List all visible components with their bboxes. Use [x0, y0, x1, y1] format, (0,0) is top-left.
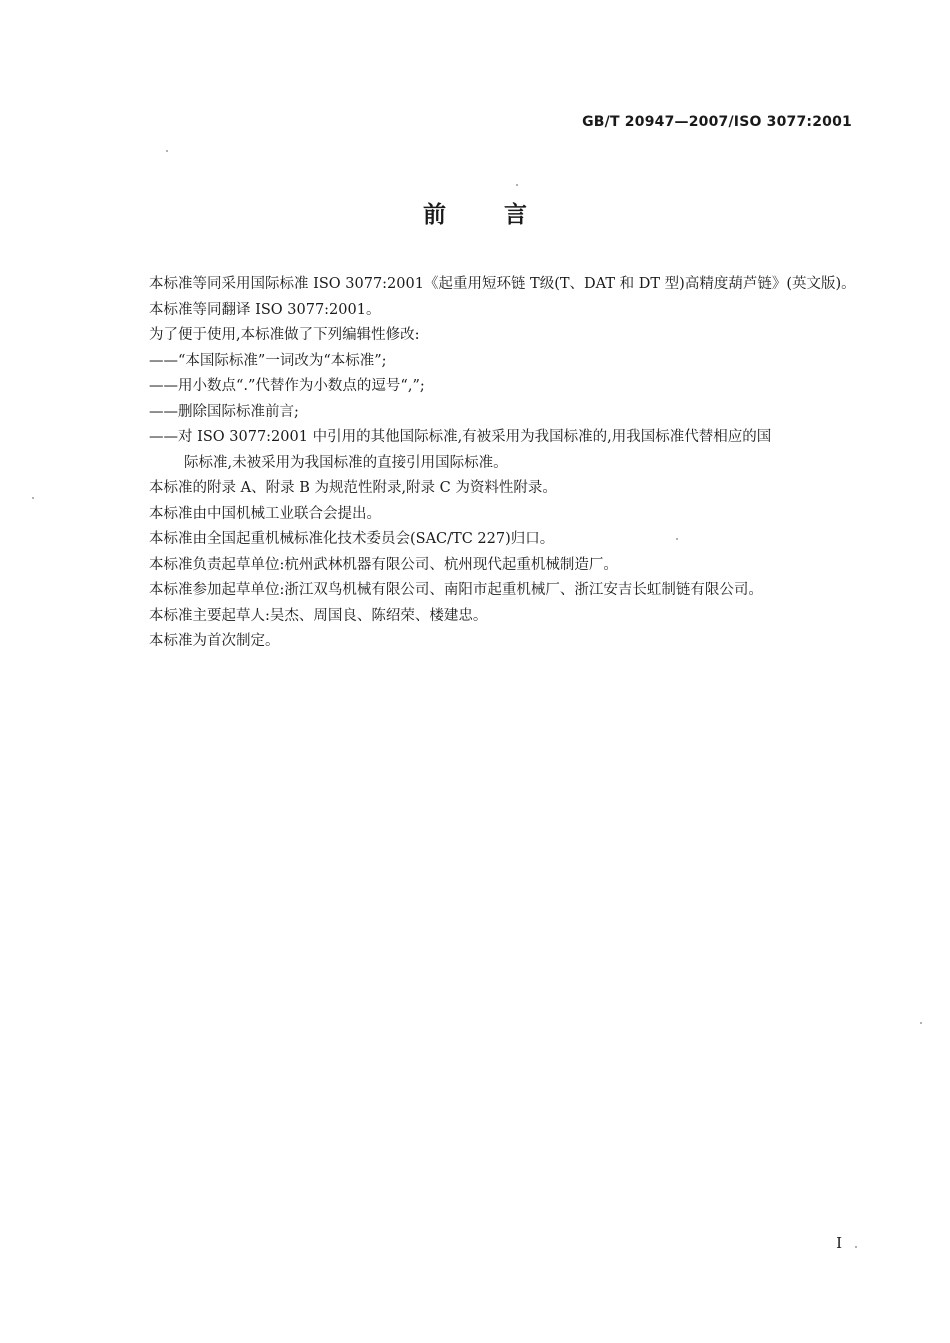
- paragraph-participating-units: 本标准参加起草单位:浙江双鸟机械有限公司、南阳市起重机械厂、浙江安吉长虹制链有限公司。: [149, 582, 763, 598]
- foreword-body: [114, 272, 856, 655]
- paragraph-committee: 本标准由全国起重机械标准化技术委员会(SAC/TC 227)归口。: [149, 531, 555, 547]
- list-item: ——“本国际标准”一词改为“本标准”;: [149, 352, 387, 369]
- page-number: I: [836, 1234, 842, 1252]
- paragraph-drafting-units: 本标准负责起草单位:杭州武林机器有限公司、杭州现代起重机械制造厂。: [149, 556, 618, 573]
- scan-speck: [855, 1246, 857, 1248]
- paragraph-adoption: 本标准等同采用国际标准 ISO 3077:2001《起重用短环链 T级(T、DAT 和 DT 型)高精度葫芦链》(英文版)。: [149, 276, 856, 292]
- scan-speck: [166, 150, 168, 152]
- paragraph-proposer: 本标准由中国机械工业联合会提出。: [149, 505, 381, 522]
- list-item: [114, 425, 856, 476]
- scan-speck: [920, 1022, 922, 1024]
- standard-code: GB/T 20947—2007/ISO 3077:2001: [582, 114, 852, 130]
- paragraph-editorial-intro: 为了便于使用,本标准做了下列编辑性修改:: [149, 327, 420, 343]
- paragraph-translation: 本标准等同翻译 ISO 3077:2001。: [149, 301, 381, 318]
- paragraph-first-edition: 本标准为首次制定。: [149, 633, 280, 649]
- paragraph-drafters: 本标准主要起草人:吴杰、周国良、陈绍荣、楼建忠。: [149, 607, 488, 624]
- list-item: ——用小数点“.”代替作为小数点的逗号“,”;: [149, 378, 425, 394]
- scan-speck: [32, 497, 34, 499]
- paragraph-annexes: 本标准的附录 A、附录 B 为规范性附录,附录 C 为资料性附录。: [149, 480, 557, 496]
- list-item-continuation: 际标准,未被采用为我国标准的直接引用国际标准。: [184, 454, 508, 471]
- page-title: 前言: [423, 202, 585, 228]
- scan-speck: [516, 184, 518, 186]
- scan-speck: [676, 538, 678, 540]
- list-item: ——删除国际标准前言;: [149, 403, 299, 420]
- list-item-line: ——对 ISO 3077:2001 中引用的其他国际标准,有被采用为我国标准的,用我国标准代替相应的国: [149, 429, 772, 445]
